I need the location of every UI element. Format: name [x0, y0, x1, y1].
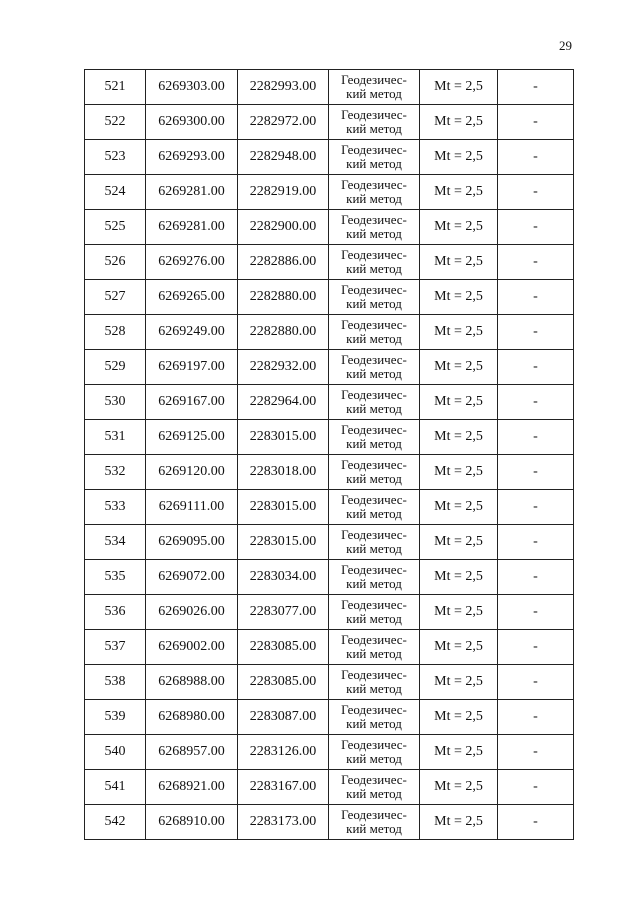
- method-cell: [329, 210, 420, 245]
- x-coordinate-cell: 6269281.00: [146, 210, 238, 245]
- y-coordinate-cell: 2282900.00: [238, 210, 329, 245]
- method-line: Геодезичес-: [341, 527, 407, 542]
- note-cell: -: [498, 700, 574, 735]
- accuracy-cell: Mt = 2,5: [420, 455, 498, 490]
- accuracy-cell: Mt = 2,5: [420, 735, 498, 770]
- x-coordinate-cell: 6269002.00: [146, 630, 238, 665]
- point-number-cell: 541: [85, 770, 146, 805]
- note-cell: -: [498, 385, 574, 420]
- coordinates-table: [84, 69, 574, 840]
- point-number-cell: 527: [85, 280, 146, 315]
- y-coordinate-cell: 2283015.00: [238, 490, 329, 525]
- point-number-cell: 536: [85, 595, 146, 630]
- method-line: кий метод: [346, 611, 402, 626]
- y-coordinate-cell: 2283034.00: [238, 560, 329, 595]
- y-coordinate-cell: 2283085.00: [238, 630, 329, 665]
- method-line: кий метод: [346, 821, 402, 836]
- method-line: кий метод: [346, 121, 402, 136]
- table-row: [85, 490, 574, 525]
- method-cell: [329, 700, 420, 735]
- table-row: [85, 315, 574, 350]
- accuracy-cell: Mt = 2,5: [420, 385, 498, 420]
- x-coordinate-cell: 6269120.00: [146, 455, 238, 490]
- x-coordinate-cell: 6269303.00: [146, 70, 238, 105]
- method-cell: [329, 140, 420, 175]
- point-number-cell: 537: [85, 630, 146, 665]
- method-line: Геодезичес-: [341, 597, 407, 612]
- x-coordinate-cell: 6269197.00: [146, 350, 238, 385]
- y-coordinate-cell: 2283085.00: [238, 665, 329, 700]
- method-line: Геодезичес-: [341, 632, 407, 647]
- table-row: [85, 700, 574, 735]
- accuracy-cell: Mt = 2,5: [420, 280, 498, 315]
- method-cell: [329, 770, 420, 805]
- point-number-cell: 528: [85, 315, 146, 350]
- method-line: кий метод: [346, 296, 402, 311]
- method-cell: [329, 665, 420, 700]
- y-coordinate-cell: 2282880.00: [238, 315, 329, 350]
- method-cell: [329, 175, 420, 210]
- method-line: кий метод: [346, 506, 402, 521]
- method-line: кий метод: [346, 786, 402, 801]
- method-cell: [329, 70, 420, 105]
- method-cell: [329, 315, 420, 350]
- x-coordinate-cell: 6268910.00: [146, 805, 238, 840]
- accuracy-cell: Mt = 2,5: [420, 70, 498, 105]
- note-cell: -: [498, 175, 574, 210]
- x-coordinate-cell: 6269300.00: [146, 105, 238, 140]
- method-line: Геодезичес-: [341, 702, 407, 717]
- y-coordinate-cell: 2282993.00: [238, 70, 329, 105]
- note-cell: -: [498, 70, 574, 105]
- table-row: [85, 175, 574, 210]
- table-row: [85, 70, 574, 105]
- method-line: кий метод: [346, 751, 402, 766]
- point-number-cell: 531: [85, 420, 146, 455]
- method-line: кий метод: [346, 156, 402, 171]
- method-line: кий метод: [346, 681, 402, 696]
- method-line: Геодезичес-: [341, 177, 407, 192]
- accuracy-cell: Mt = 2,5: [420, 350, 498, 385]
- table-row: [85, 455, 574, 490]
- method-line: кий метод: [346, 226, 402, 241]
- point-number-cell: 535: [85, 560, 146, 595]
- table-row: [85, 560, 574, 595]
- accuracy-cell: Mt = 2,5: [420, 105, 498, 140]
- accuracy-cell: Mt = 2,5: [420, 700, 498, 735]
- method-cell: [329, 245, 420, 280]
- table-row: [85, 280, 574, 315]
- x-coordinate-cell: 6269276.00: [146, 245, 238, 280]
- x-coordinate-cell: 6269265.00: [146, 280, 238, 315]
- point-number-cell: 522: [85, 105, 146, 140]
- accuracy-cell: Mt = 2,5: [420, 805, 498, 840]
- method-line: Геодезичес-: [341, 247, 407, 262]
- method-line: кий метод: [346, 576, 402, 591]
- point-number-cell: 524: [85, 175, 146, 210]
- accuracy-cell: Mt = 2,5: [420, 525, 498, 560]
- method-cell: [329, 385, 420, 420]
- point-number-cell: 538: [85, 665, 146, 700]
- table-row: [85, 595, 574, 630]
- table-row: [85, 525, 574, 560]
- table-row: [85, 210, 574, 245]
- method-cell: [329, 280, 420, 315]
- method-cell: [329, 420, 420, 455]
- y-coordinate-cell: 2283087.00: [238, 700, 329, 735]
- page-number: 29: [559, 38, 572, 53]
- point-number-cell: 525: [85, 210, 146, 245]
- note-cell: -: [498, 245, 574, 280]
- accuracy-cell: Mt = 2,5: [420, 315, 498, 350]
- note-cell: -: [498, 140, 574, 175]
- table-row: [85, 665, 574, 700]
- table-row: [85, 805, 574, 840]
- method-cell: [329, 525, 420, 560]
- accuracy-cell: Mt = 2,5: [420, 630, 498, 665]
- table-row: [85, 140, 574, 175]
- accuracy-cell: Mt = 2,5: [420, 140, 498, 175]
- method-line: кий метод: [346, 331, 402, 346]
- table-row: [85, 630, 574, 665]
- y-coordinate-cell: 2282932.00: [238, 350, 329, 385]
- method-line: Геодезичес-: [341, 72, 407, 87]
- note-cell: -: [498, 805, 574, 840]
- accuracy-cell: Mt = 2,5: [420, 595, 498, 630]
- method-line: кий метод: [346, 716, 402, 731]
- x-coordinate-cell: 6268988.00: [146, 665, 238, 700]
- method-line: Геодезичес-: [341, 807, 407, 822]
- x-coordinate-cell: 6269095.00: [146, 525, 238, 560]
- method-line: Геодезичес-: [341, 352, 407, 367]
- method-cell: [329, 630, 420, 665]
- accuracy-cell: Mt = 2,5: [420, 420, 498, 455]
- method-line: Геодезичес-: [341, 457, 407, 472]
- method-line: кий метод: [346, 436, 402, 451]
- method-cell: [329, 595, 420, 630]
- y-coordinate-cell: 2283015.00: [238, 420, 329, 455]
- method-line: Геодезичес-: [341, 212, 407, 227]
- y-coordinate-cell: 2283167.00: [238, 770, 329, 805]
- y-coordinate-cell: 2282948.00: [238, 140, 329, 175]
- point-number-cell: 539: [85, 700, 146, 735]
- y-coordinate-cell: 2283077.00: [238, 595, 329, 630]
- table-row: [85, 245, 574, 280]
- method-line: кий метод: [346, 191, 402, 206]
- accuracy-cell: Mt = 2,5: [420, 490, 498, 525]
- note-cell: -: [498, 630, 574, 665]
- note-cell: -: [498, 210, 574, 245]
- method-line: Геодезичес-: [341, 317, 407, 332]
- x-coordinate-cell: 6269249.00: [146, 315, 238, 350]
- point-number-cell: 532: [85, 455, 146, 490]
- y-coordinate-cell: 2282886.00: [238, 245, 329, 280]
- method-line: кий метод: [346, 471, 402, 486]
- y-coordinate-cell: 2283126.00: [238, 735, 329, 770]
- method-line: Геодезичес-: [341, 422, 407, 437]
- method-cell: [329, 350, 420, 385]
- note-cell: -: [498, 665, 574, 700]
- method-cell: [329, 105, 420, 140]
- table-row: [85, 105, 574, 140]
- point-number-cell: 530: [85, 385, 146, 420]
- point-number-cell: 534: [85, 525, 146, 560]
- x-coordinate-cell: 6269072.00: [146, 560, 238, 595]
- method-line: Геодезичес-: [341, 667, 407, 682]
- note-cell: -: [498, 735, 574, 770]
- table-row: [85, 735, 574, 770]
- y-coordinate-cell: 2283015.00: [238, 525, 329, 560]
- y-coordinate-cell: 2282964.00: [238, 385, 329, 420]
- note-cell: -: [498, 560, 574, 595]
- note-cell: -: [498, 455, 574, 490]
- point-number-cell: 521: [85, 70, 146, 105]
- accuracy-cell: Mt = 2,5: [420, 770, 498, 805]
- x-coordinate-cell: 6268921.00: [146, 770, 238, 805]
- point-number-cell: 523: [85, 140, 146, 175]
- method-cell: [329, 455, 420, 490]
- table-row: [85, 350, 574, 385]
- method-line: кий метод: [346, 541, 402, 556]
- y-coordinate-cell: 2283018.00: [238, 455, 329, 490]
- point-number-cell: 526: [85, 245, 146, 280]
- point-number-cell: 542: [85, 805, 146, 840]
- method-line: Геодезичес-: [341, 142, 407, 157]
- y-coordinate-cell: 2282880.00: [238, 280, 329, 315]
- point-number-cell: 529: [85, 350, 146, 385]
- accuracy-cell: Mt = 2,5: [420, 175, 498, 210]
- x-coordinate-cell: 6269293.00: [146, 140, 238, 175]
- table-row: [85, 420, 574, 455]
- method-line: Геодезичес-: [341, 737, 407, 752]
- x-coordinate-cell: 6269281.00: [146, 175, 238, 210]
- accuracy-cell: Mt = 2,5: [420, 245, 498, 280]
- note-cell: -: [498, 770, 574, 805]
- method-cell: [329, 560, 420, 595]
- note-cell: -: [498, 525, 574, 560]
- method-line: кий метод: [346, 366, 402, 381]
- point-number-cell: 533: [85, 490, 146, 525]
- x-coordinate-cell: 6268980.00: [146, 700, 238, 735]
- method-line: Геодезичес-: [341, 282, 407, 297]
- method-line: кий метод: [346, 401, 402, 416]
- method-line: Геодезичес-: [341, 387, 407, 402]
- x-coordinate-cell: 6269111.00: [146, 490, 238, 525]
- x-coordinate-cell: 6269167.00: [146, 385, 238, 420]
- method-cell: [329, 735, 420, 770]
- method-line: Геодезичес-: [341, 562, 407, 577]
- note-cell: -: [498, 420, 574, 455]
- method-cell: [329, 805, 420, 840]
- x-coordinate-cell: 6268957.00: [146, 735, 238, 770]
- y-coordinate-cell: 2283173.00: [238, 805, 329, 840]
- x-coordinate-cell: 6269026.00: [146, 595, 238, 630]
- method-line: Геодезичес-: [341, 492, 407, 507]
- method-line: кий метод: [346, 646, 402, 661]
- method-line: Геодезичес-: [341, 107, 407, 122]
- y-coordinate-cell: 2282972.00: [238, 105, 329, 140]
- accuracy-cell: Mt = 2,5: [420, 560, 498, 595]
- method-line: Геодезичес-: [341, 772, 407, 787]
- accuracy-cell: Mt = 2,5: [420, 210, 498, 245]
- note-cell: -: [498, 350, 574, 385]
- method-cell: [329, 490, 420, 525]
- accuracy-cell: Mt = 2,5: [420, 665, 498, 700]
- table-row: [85, 385, 574, 420]
- method-line: кий метод: [346, 86, 402, 101]
- note-cell: -: [498, 105, 574, 140]
- note-cell: -: [498, 595, 574, 630]
- coordinates-table-body: [85, 70, 574, 840]
- note-cell: -: [498, 490, 574, 525]
- table-row: [85, 770, 574, 805]
- x-coordinate-cell: 6269125.00: [146, 420, 238, 455]
- note-cell: -: [498, 315, 574, 350]
- point-number-cell: 540: [85, 735, 146, 770]
- method-line: кий метод: [346, 261, 402, 276]
- y-coordinate-cell: 2282919.00: [238, 175, 329, 210]
- note-cell: -: [498, 280, 574, 315]
